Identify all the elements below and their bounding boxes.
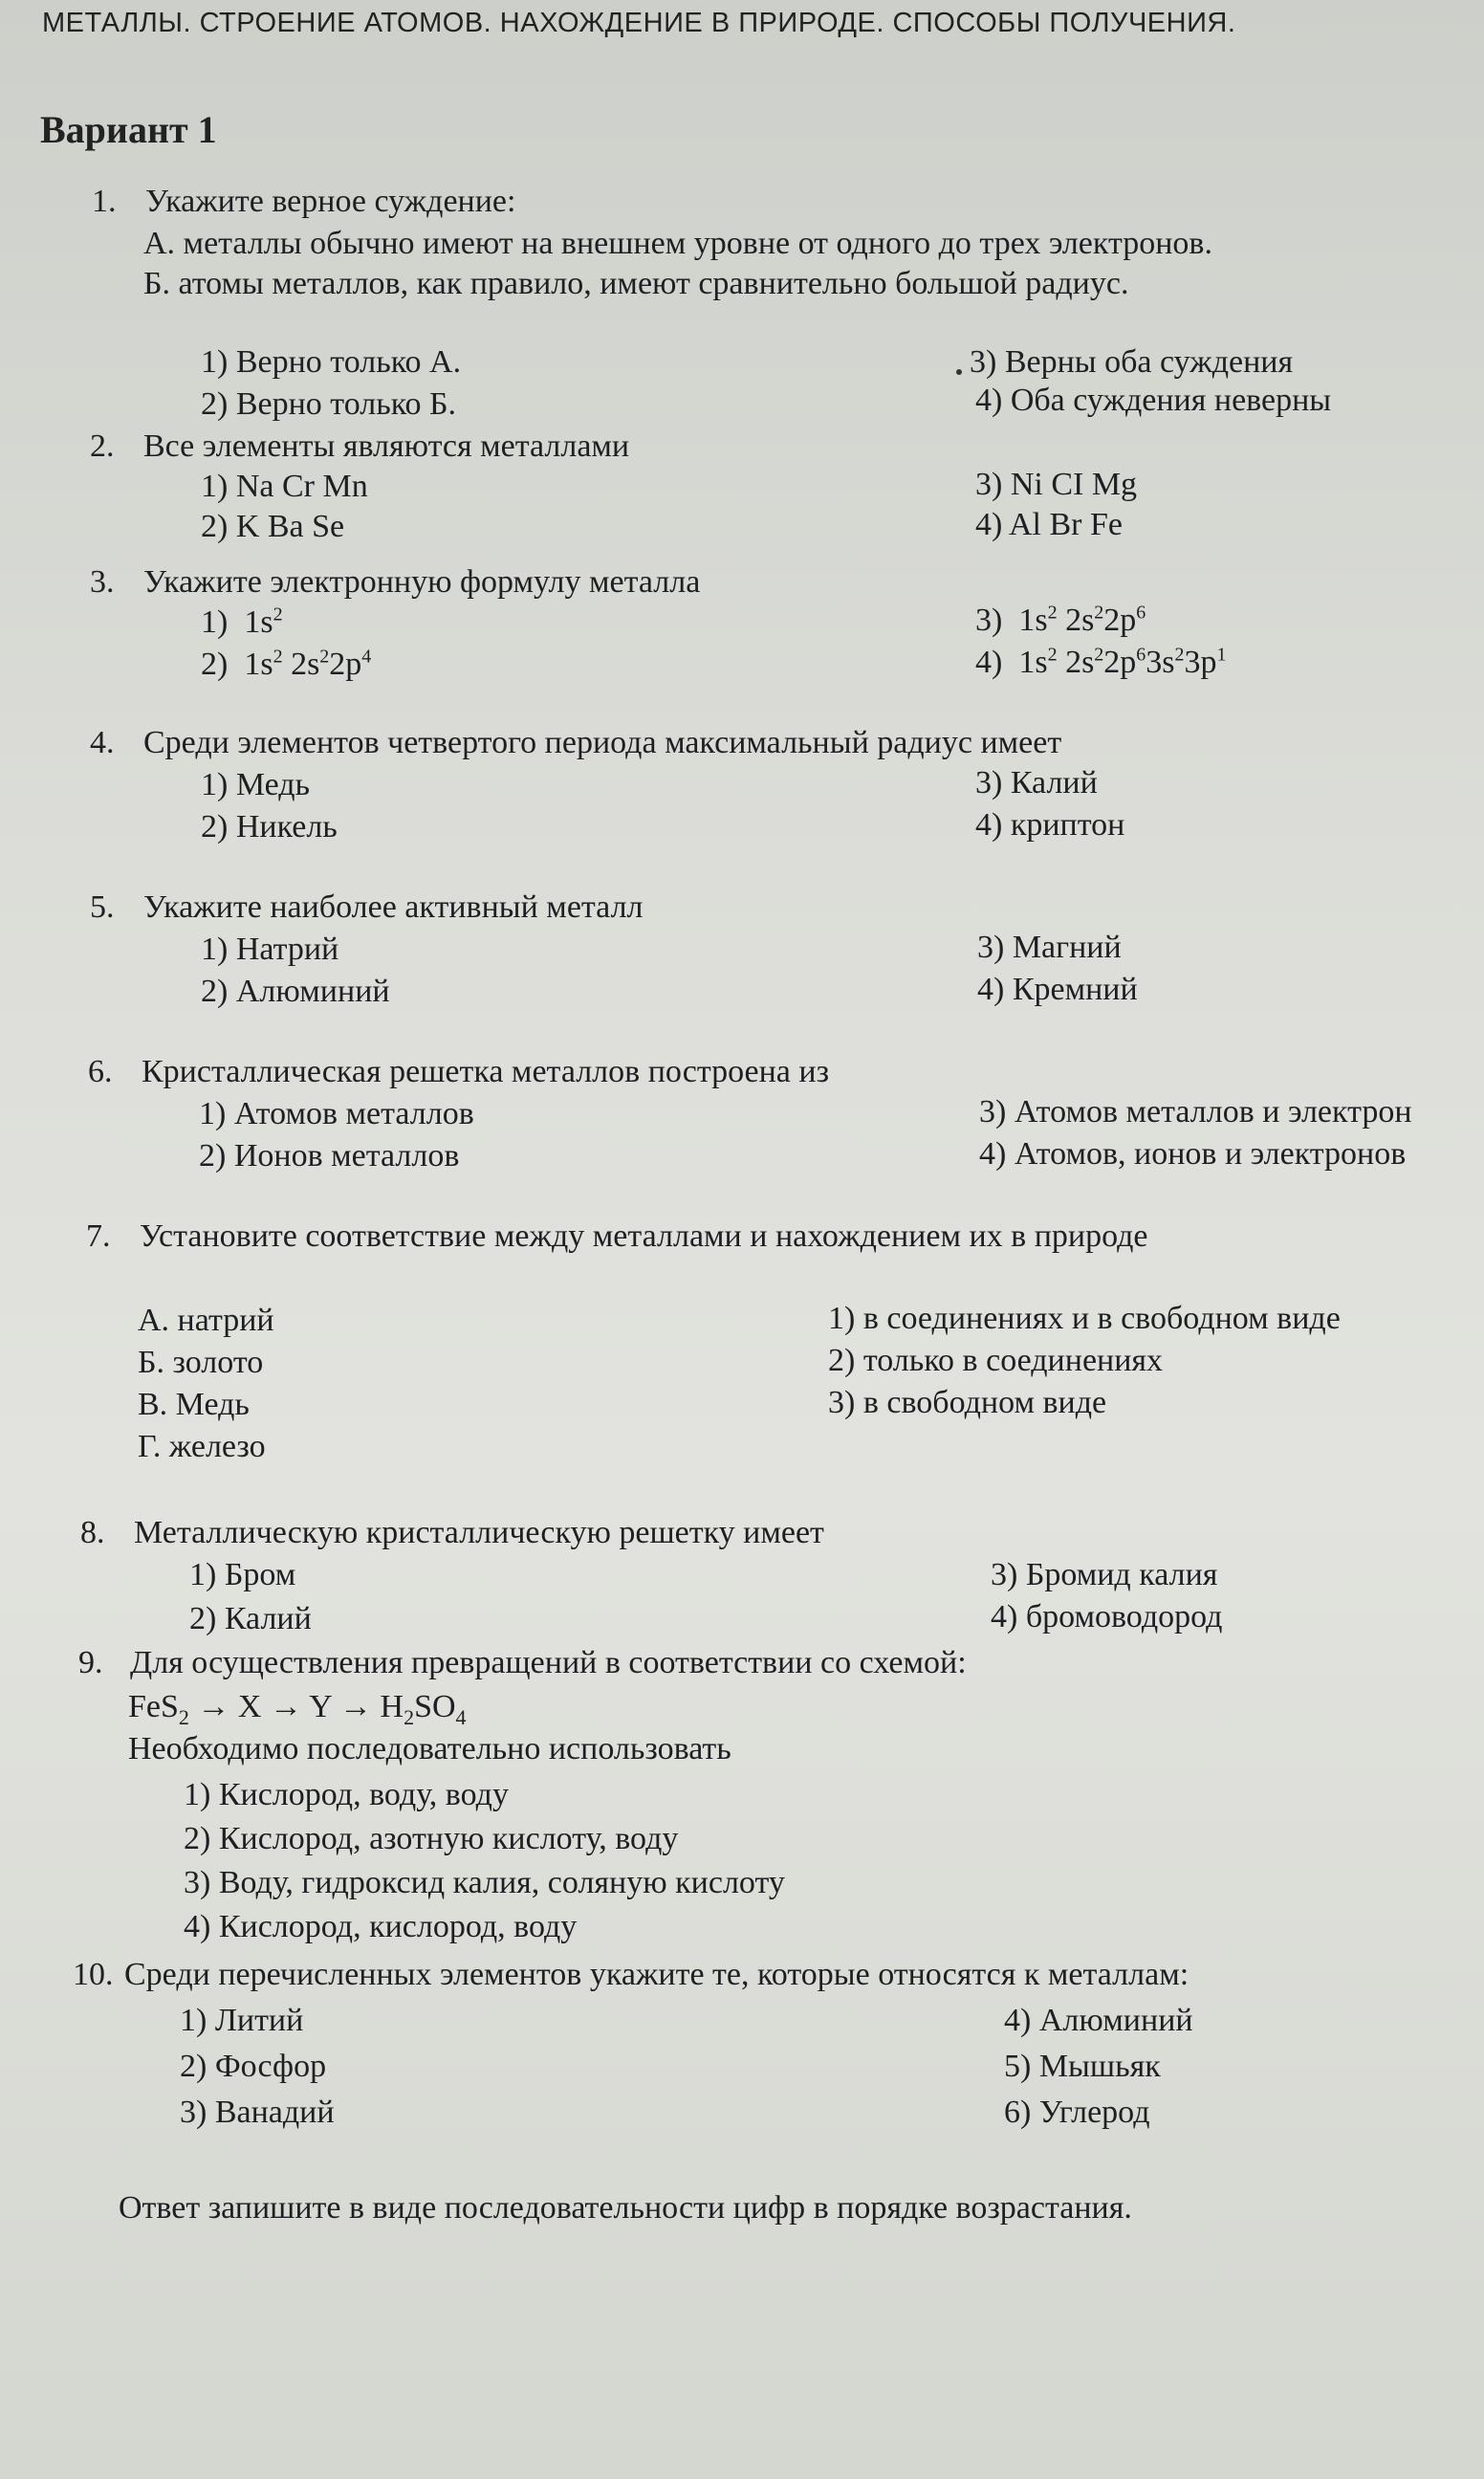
q4-option-1: 1) Медь (201, 767, 311, 802)
q2-option-2: 2) K Ba Se (201, 509, 345, 544)
q10-text: Среди перечисленных элементов укажите те, которые относятся к металлам: (124, 1957, 1189, 1992)
answer-instruction: Ответ запишите в виде последовательности цифр в порядке возрастания. (119, 2190, 1132, 2226)
q7-item-c: В. Медь (138, 1387, 250, 1422)
q6-option-1: 1) Атомов металлов (199, 1096, 474, 1131)
q5-text: Укажите наиболее активный металл (143, 889, 644, 925)
q4-number: 4. (90, 725, 115, 760)
q3-option-2: 2) $1s^2$ $2s^22p^4$ (201, 646, 372, 682)
q9-number: 9. (78, 1645, 103, 1680)
q7-option-1: 1) в соединениях и в свободном виде (828, 1301, 1341, 1336)
q6-text: Кристаллическая решетка металлов построена из (142, 1054, 830, 1089)
q7-item-a: А. натрий (138, 1303, 274, 1338)
q7-option-3: 3) в свободном виде (828, 1385, 1107, 1420)
q5-option-1: 1) Натрий (201, 932, 339, 967)
page-header: МЕТАЛЛЫ. СТРОЕНИЕ АТОМОВ. НАХОЖДЕНИЕ В ПРИРОДЕ. СПОСОБЫ ПОЛУЧЕНИЯ. (42, 8, 1236, 38)
q2-option-4: 4) Al Br Fe (975, 507, 1123, 542)
q10-option-2: 2) Фосфор (180, 2049, 327, 2084)
q6-option-2: 2) Ионов металлов (199, 1138, 460, 1174)
q8-number: 8. (80, 1515, 105, 1550)
q5-option-3: 3) Магний (977, 930, 1122, 965)
q4-option-2: 2) Никель (201, 809, 338, 845)
q7-option-2: 2) только в соединениях (828, 1343, 1164, 1378)
q4-option-3: 3) Калий (975, 765, 1098, 801)
q9-option-4: 4) Кислород, кислород, воду (184, 1909, 578, 1944)
q6-number: 6. (88, 1054, 113, 1089)
q8-option-4: 4) бромоводород (991, 1599, 1223, 1634)
q3-option-3: 3) $1s^2$ $2s^22p^6$ (975, 602, 1146, 638)
q1-number: 1. (92, 184, 117, 219)
q5-number: 5. (90, 889, 115, 925)
q4-text: Среди элементов четвертого периода максимальный радиус имеет (143, 725, 1062, 760)
q3-option-1: 1) $1s^2$ (201, 603, 283, 640)
q9-option-1: 1) Кислород, воду, воду (184, 1777, 509, 1812)
q10-option-4: 4) Алюминий (1004, 2003, 1193, 2038)
q3-number: 3. (90, 564, 115, 600)
q7-text: Установите соответствие между металлами и нахождением их в природе (140, 1218, 1148, 1254)
q8-text: Металлическую кристаллическую решетку имеет (134, 1515, 824, 1550)
q5-option-4: 4) Кремний (977, 972, 1138, 1007)
q10-option-1: 1) Литий (180, 2003, 304, 2038)
q5-option-2: 2) Алюминий (201, 974, 390, 1009)
q1-option-2: 2) Верно только Б. (201, 386, 457, 422)
q2-option-1: 1) Na Cr Mn (201, 469, 368, 504)
q2-number: 2. (90, 428, 115, 464)
pen-mark (956, 369, 962, 375)
q6-option-3: 3) Атомов металлов и электрон (979, 1094, 1412, 1130)
q3-text: Укажите электронную формулу металла (143, 564, 701, 600)
q1-option-4: 4) Оба суждения неверны (975, 383, 1332, 418)
q7-number: 7. (86, 1218, 111, 1254)
q1-statement-a: А. металлы обычно имеют на внешнем уровне от одного до трех электронов. (143, 226, 1212, 261)
q7-item-d: Г. железо (138, 1429, 266, 1464)
q8-option-3: 3) Бромид калия (991, 1557, 1218, 1592)
q10-number: 10. (73, 1957, 114, 1992)
q9-option-2: 2) Кислород, азотную кислоту, воду (184, 1821, 679, 1856)
q3-option-4: 4) $1s^2$ $2s^22p^63s^23p^1$ (975, 644, 1227, 680)
q9-option-3: 3) Воду, гидроксид калия, соляную кислоту (184, 1865, 785, 1900)
q10-option-3: 3) Ванадий (180, 2095, 335, 2130)
q1-statement-b: Б. атомы металлов, как правило, имеют сравнительно большой радиус. (143, 266, 1129, 301)
q10-option-5: 5) Мышьяк (1004, 2049, 1161, 2084)
q9-scheme: $FeS_2 \to X \to Y \to H_2SO_4$ (128, 1689, 467, 1729)
q2-text: Все элементы являются металлами (143, 428, 630, 464)
q6-option-4: 4) Атомов, ионов и электронов (979, 1136, 1407, 1172)
q7-item-b: Б. золото (138, 1345, 264, 1380)
q9-text: Для осуществления превращений в соответствии со схемой: (130, 1645, 967, 1680)
q9-instruction: Необходимо последовательно использовать (128, 1731, 731, 1766)
variant-title: Вариант 1 (40, 108, 217, 151)
q10-option-6: 6) Углерод (1004, 2095, 1150, 2130)
q4-option-4: 4) криптон (975, 807, 1125, 843)
q1-option-1: 1) Верно только А. (201, 344, 462, 380)
q1-option-3: 3) Верны оба суждения (970, 344, 1294, 380)
q1-text: Укажите верное суждение: (145, 184, 516, 219)
q8-option-2: 2) Калий (189, 1601, 312, 1636)
q8-option-1: 1) Бром (189, 1557, 296, 1592)
q2-option-3: 3) Ni CI Mg (975, 467, 1138, 502)
